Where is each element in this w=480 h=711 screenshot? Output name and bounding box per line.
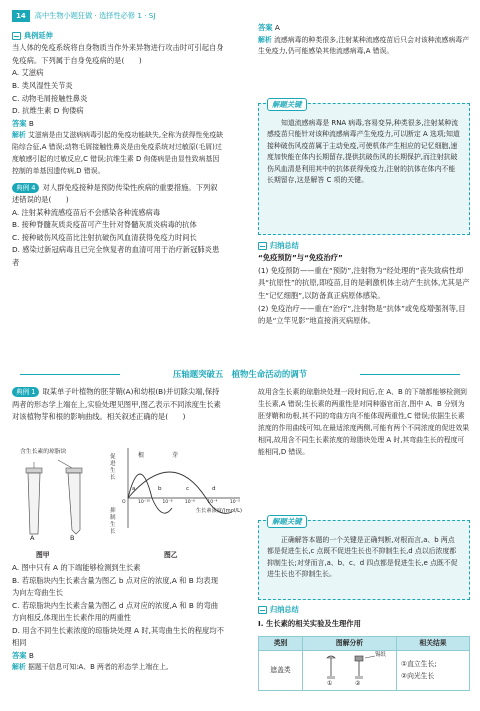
right-top-column — [258, 22, 470, 58]
summary-point-1: (1) 免疫预防——重在“预防”,注射物为“经处理的”丧失致病性却具“抗原性”的抗原,即疫苗,目的是刺激机体主动产生抗体,尤其是产生“记忆细胞”,以防备真正病原体感染。 — [258, 265, 470, 301]
question-1-option-d: D. 抗维生素 D 佝偻病 — [12, 106, 84, 116]
book-icon — [12, 32, 21, 40]
summary-subheading: “免疫预防”与“免疫治疗” — [258, 253, 343, 263]
table-row — [259, 651, 470, 691]
table-header-category: 类别 — [259, 637, 303, 651]
diagram-label-foil: 锡纸 — [375, 651, 386, 658]
summary-heading-1: 归纳总结 — [258, 240, 470, 252]
summary-heading-2: 归纳总结 — [258, 604, 470, 616]
key-box-1 — [258, 100, 470, 235]
point-a-label: a — [132, 486, 136, 492]
page-number: 14 — [12, 10, 30, 22]
section-banner — [0, 367, 480, 381]
summary-icon — [258, 242, 267, 250]
key-box-2 — [258, 517, 470, 600]
figure-yi-root-label: 根 — [138, 452, 145, 459]
table-heading: Ⅰ. 生长素的相关实验及生理作用 — [258, 619, 361, 629]
table-header-diagram: 图解分析 — [303, 637, 397, 651]
point-d-label: d — [212, 486, 216, 492]
table-cell-result: ①直立生长; ②向光生长 — [397, 651, 470, 691]
example-1-answer: 答案 B — [12, 650, 34, 660]
example-1-tag: 典例 1 — [12, 387, 39, 397]
key-box-2-text: 正确解答本题的一个关键是正确判断,对根而言,a、b 两点都是促进生长,c 点既不促进生长也不抑制生长,d 点以后浓度都抑制生长;对芽而言,a、b、c、d 四点都是促进生长,e 点既不促进生长也不抑制生长。 — [267, 536, 458, 579]
question-2-option-b: B. 接种脊髓灰质炎疫苗可产生针对脊髓灰质炎病毒的抗体 — [12, 220, 197, 230]
point-c-label: c — [186, 486, 190, 492]
figure-yi-caption: 图乙 — [164, 551, 178, 559]
example-4-tag: 典例 4 — [12, 183, 39, 193]
question-1-answer: 答案 B — [12, 118, 34, 128]
key-box-1-text: 知道流感病毒是 RNA 病毒,容易变异,种类很多,注射某种流感疫苗只能针对该种流感病毒产生免疫力,可以断定 A 选项;知道接种破伤风疫苗属于主动免疫,可使机体产生相应的记忆细胞,速度加快能在体内长期留存,提供抗破伤风的长期保护,而注射抗破伤风血清是利用其中的抗体获得免疫力,注射的抗体在体内不能长期留存,这是解答 C 项的关键。 — [267, 119, 460, 185]
question-1-option-b: B. 类风湿性关节炎 — [12, 81, 73, 91]
table-cell-category: 遮盖类 — [259, 651, 303, 691]
page-header — [12, 10, 155, 22]
root-curve — [128, 474, 172, 513]
figure-jia-title: 含生长素的琼脂块 — [20, 449, 67, 455]
summary-section-1 — [258, 240, 470, 328]
question-2-option-d: D. 感染过新冠病毒且已完全恢复者的血清可用于治疗新冠肺炎患者 — [12, 245, 220, 267]
figure-jia-label-a: A — [30, 534, 35, 542]
banner-title: 压轴题突破五 植物生命活动的调节 — [173, 369, 307, 379]
example-1-stem: 典例 1 取某单子叶植物的胚芽鞘(A)和幼根(B)并切除尖端,保持两者的形态学上端在上,实验处理见图甲,图乙表示不同浓度生长素对该植物芽和根的影响曲线。相关叙述正确的是( ) — [12, 387, 221, 422]
figure-yi — [110, 446, 242, 550]
figure-jia-drawing — [12, 456, 104, 538]
question-2-answer: 答案 A — [258, 23, 280, 32]
example-1-analysis: 解析 据题干信息可知:A、B 两者的形态学上端在上, — [12, 663, 169, 672]
question-1-option-a: A. 艾滋病 — [12, 68, 44, 78]
question-2-analysis: 解析 流感病毒的种类很多,注射某种流感疫苗后只会对该种流感病毒产生免疫力,仍可能感染其他流感病毒,A 错误。 — [258, 35, 470, 56]
key-box-1-title: 解题关键 — [267, 98, 307, 111]
book-title: 高中生物小题狂做 · 选择性必修 1 · SJ — [34, 11, 156, 20]
figure-jia-label-b: B — [70, 534, 75, 542]
left-bottom-column — [12, 386, 224, 424]
question-1-option-c: C. 动物毛屑接触性鼻炎 — [12, 93, 88, 103]
point-b-label: b — [158, 486, 162, 492]
left-top-column — [12, 30, 224, 270]
example-1-option-b: B. 若琼脂块内生长素含量为图乙 b 点对应的浓度,A 和 B 均表现为向左弯曲生长 — [12, 575, 219, 598]
figure-yi-ylabel-bottom: 抑制生长 — [110, 508, 116, 535]
figure-yi-ylabel-top: 促进生长 — [110, 454, 116, 481]
question-2-option-a: A. 注射某种流感疫苗后不会感染各种流感病毒 — [12, 207, 161, 217]
table-header-row — [259, 637, 470, 651]
figure-yi-bud-label: 芽 — [172, 452, 179, 459]
diagram-label-2: ② — [355, 679, 361, 687]
figure-yi-xlabel: 生长素浓度/(mol/L) — [195, 508, 242, 514]
summary-section-2 — [258, 604, 470, 631]
figure-yi-ticks: O 10⁻¹⁰ 10⁻⁸ 10⁻⁶ 10⁻⁴ 10⁻² — [122, 500, 240, 505]
question-2-option-c: C. 接种破伤风疫苗比注射抗破伤风血清获得免疫力时间长 — [12, 232, 197, 242]
example-extension-heading: 典例延伸 — [12, 30, 224, 42]
summary-point-2: (2) 免疫治疗——重在“治疗”,注射物是“抗体”或免疫增强剂等,目的是“立竿见影”地直接消灭病原体。 — [258, 303, 466, 326]
summary-icon — [258, 606, 267, 614]
example-1-analysis-continued: 故用含生长素的琼脂块处理一段时间后,在 A、B 的下端都能够检测到生长素,A 错误;生长素的两重性是对同种器官而言,图中 A、B 分别为胚芽鞘和幼根,其不同的弯曲方向不能体现两重性,C 错误;依据生长素浓度的作用曲线可知,在最适浓度两侧,可能有两个不同浓度的促进效果相同,故用含不同生长素浓度的琼脂块处理 A 时,其弯曲生长的程度可能相同,D 错误。 — [258, 388, 470, 457]
key-box-2-title: 解题关键 — [267, 515, 307, 528]
question-1-analysis: 解析 艾滋病是由艾滋病病毒引起的免疫功能缺失,全称为获得性免疫缺陷综合征,A 错误;动物毛屑接触性鼻炎是由免疫系统对过敏原(毛屑)过度敏感引起的过敏反应,C 错误;抗维生素 D 佝偻病是由显性致病基因控制的单基因遗传病,D 错误。 — [12, 131, 224, 175]
question-1-stem: 当人体的免疫系统将自身物质当作外来异物进行攻击时可引起自身免疫病。下列属于自身免疫病的是( ) — [12, 43, 224, 65]
example-1-option-a: A. 图中只有 A 的下端能够检测到生长素 — [12, 563, 141, 572]
table-header-result: 相关结果 — [397, 637, 470, 651]
question-2-stem: 典例 4 对人群免疫接种是预防传染性疾病的重要措施。下列叙述错误的是( ) — [12, 182, 218, 205]
figure-jia-caption: 图甲 — [36, 551, 50, 559]
growth-hormone-table — [258, 636, 470, 691]
diagram-label-1: ① — [327, 679, 333, 687]
left-bottom-options — [12, 562, 224, 674]
banner-line-left — [20, 374, 120, 375]
example-1-option-d: D. 用含不同生长素浓度的琼脂块处理 A 时,其弯曲生长的程度均不相同 — [12, 625, 224, 648]
table-cell-diagram — [303, 651, 397, 691]
banner-line-right — [360, 374, 460, 375]
figure-jia — [12, 448, 104, 548]
example-1-option-c: C. 若琼脂块内生长素含量为图乙 d 点对应的浓度,A 和 B 的弯曲方向相反,体现出生长素作用的两重性 — [12, 600, 219, 623]
